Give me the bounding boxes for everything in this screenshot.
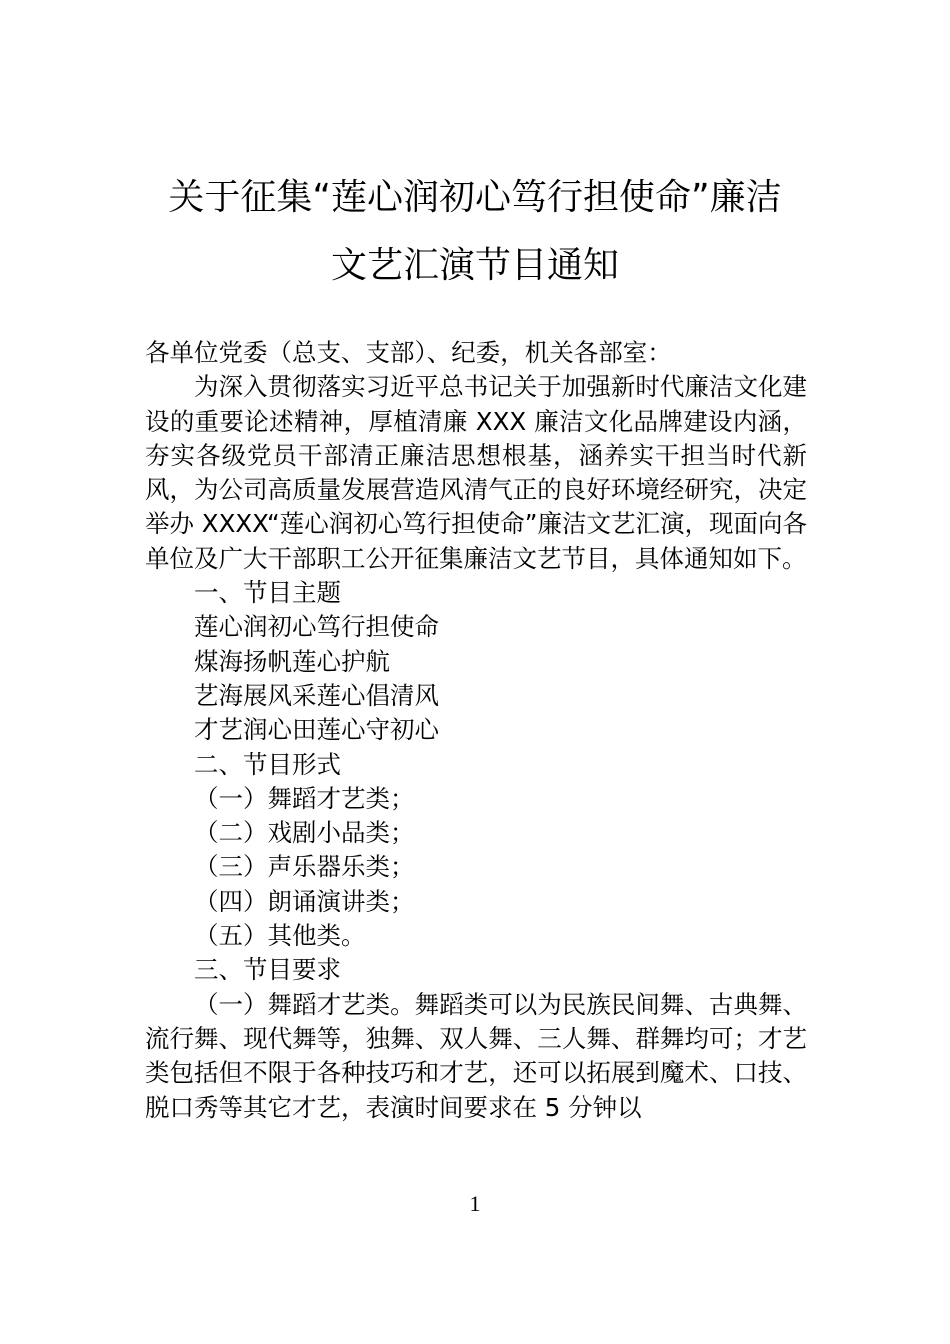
section-heading-form: 二、节目形式: [194, 749, 341, 779]
theme-item: 煤海扬帆莲心护航: [194, 646, 390, 676]
document-title-line-1: 关于征集“莲心润初心笃行担使命”廉洁: [168, 177, 782, 218]
theme-item: 艺海展风采莲心倡清风: [194, 680, 439, 710]
form-item: （一）舞蹈才艺类；: [194, 783, 415, 813]
salutation: 各单位党委（总支、支部）、纪委，机关各部室：: [145, 338, 672, 367]
form-item: （四）朗诵演讲类；: [194, 886, 415, 916]
section-heading-theme: 一、节目主题: [194, 578, 341, 608]
section-heading-requirements: 三、节目要求: [194, 955, 341, 985]
intro-paragraph: 为深入贯彻落实习近平总书记关于加强新时代廉洁文化建设的重要论述精神，厚植清廉 XXX 廉洁文化品牌建设内涵，夯实各级党员干部清正廉洁思想根基，涵养实干担当时代新风，为公司高质量发展营造风清气正的良好环境经研究，决定举办 XXXX“莲心润初心笃行担使命”廉洁文艺汇演，现面向各单位及广大干部职工公开征集廉洁文艺节目，具体通知如下。: [145, 372, 807, 573]
form-item: （二）戏剧小品类；: [194, 818, 415, 848]
document-body: [145, 336, 807, 1125]
form-item: （三）声乐器乐类；: [194, 852, 415, 882]
requirement-paragraph: （一）舞蹈才艺类。舞蹈类可以为民族民间舞、古典舞、流行舞、现代舞等，独舞、双人舞、三人舞、群舞均可；才艺类包括但不限于各种技巧和才艺，还可以拓展到魔术、口技、脱口秀等其它才艺，表演时间要求在 5 分钟以: [145, 989, 807, 1122]
document-title-line-2: 文艺汇演节目通知: [330, 245, 619, 286]
form-item: （五）其他类。: [194, 921, 366, 951]
theme-item: 莲心润初心笃行担使命: [194, 612, 439, 642]
theme-item: 才艺润心田莲心守初心: [194, 715, 439, 745]
page-number: 1: [469, 1191, 481, 1216]
